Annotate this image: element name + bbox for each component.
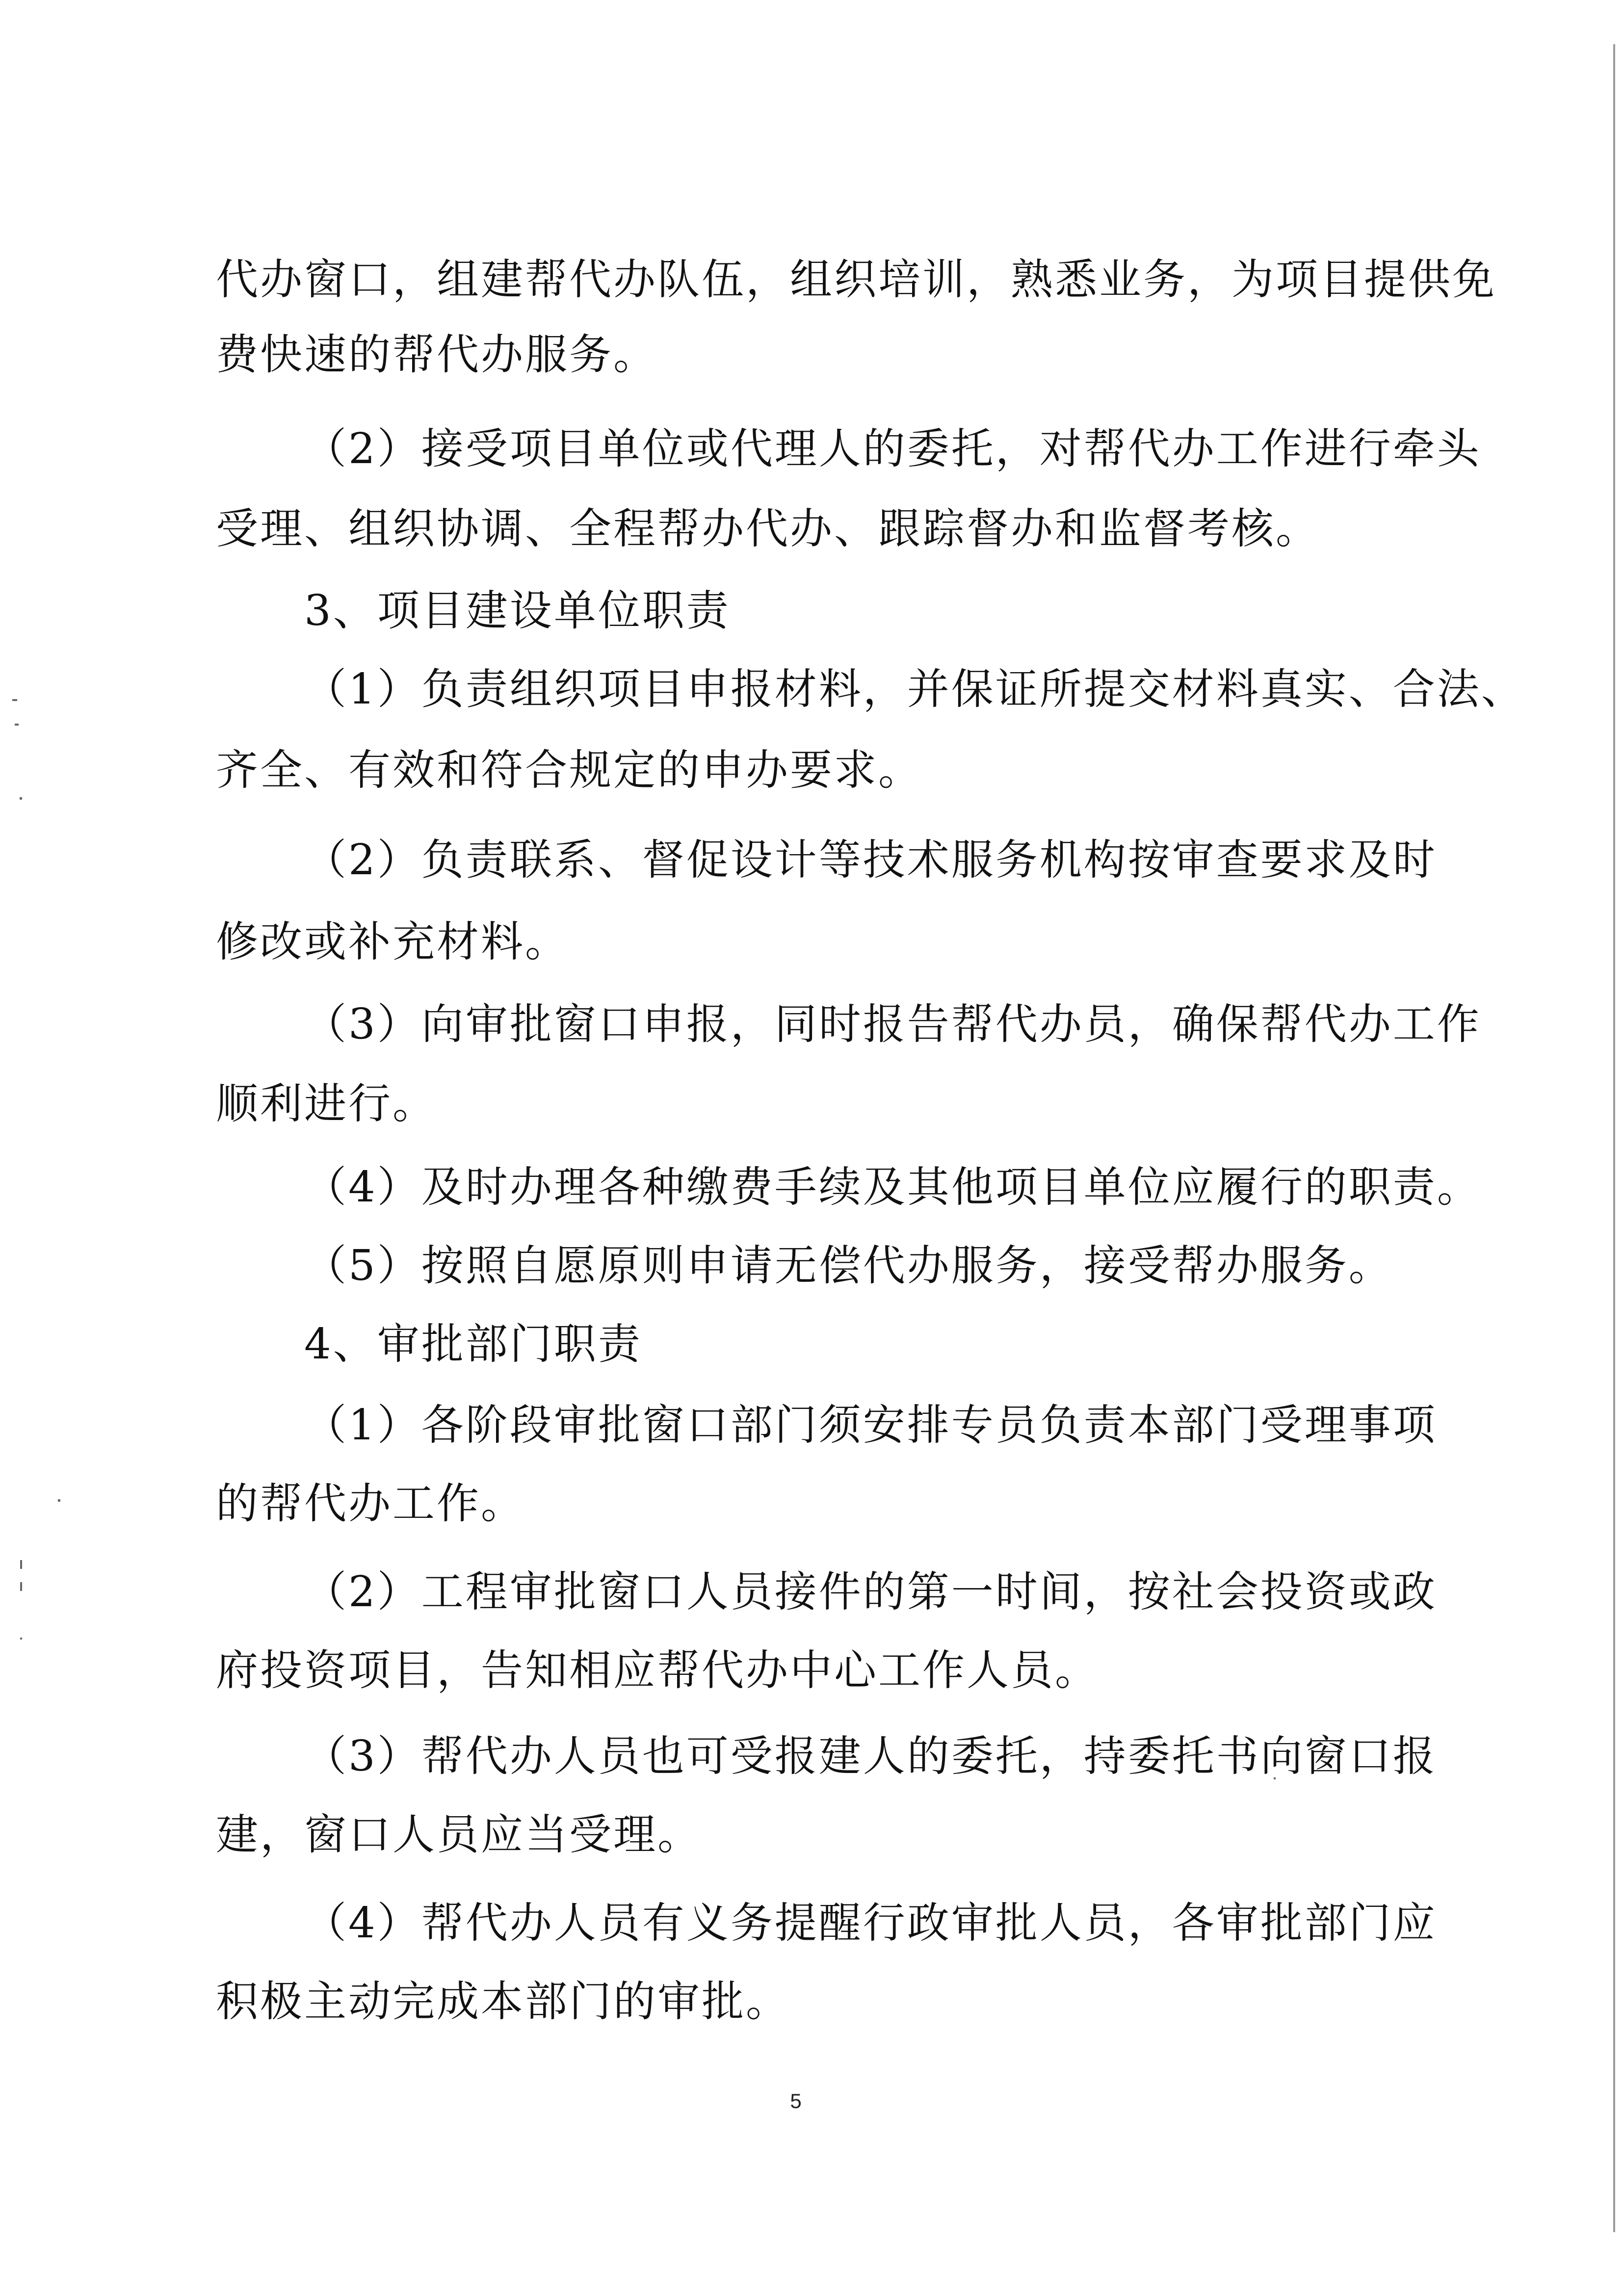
scan-speck	[20, 797, 22, 800]
text-line: （1）各阶段审批窗口部门须安排专员负责本部门受理事项	[304, 1401, 1437, 1450]
scan-speck	[58, 1499, 60, 1502]
text-line: 代办窗口，组建帮代办队伍，组织培训，熟悉业务，为项目提供免	[216, 255, 1496, 304]
text-line: （3）帮代办人员也可受报建人的委托，持委托书向窗口报	[304, 1732, 1437, 1781]
scan-speck	[20, 1582, 22, 1591]
text-line: 积极主动完成本部门的审批。	[216, 1977, 790, 2026]
scan-speck	[15, 724, 19, 726]
scan-speck	[20, 1560, 22, 1569]
text-line: 修改或补充材料。	[216, 917, 569, 966]
text-line: （1）负责组织项目申报材料，并保证所提交材料真实、合法、	[304, 665, 1525, 714]
text-line: 顺利进行。	[216, 1079, 437, 1128]
text-line: 的帮代办工作。	[216, 1479, 525, 1528]
text-line: 府投资项目，告知相应帮代办中心工作人员。	[216, 1646, 1099, 1695]
section-heading: 4、审批部门职责	[304, 1320, 642, 1369]
text-line: 齐全、有效和符合规定的申办要求。	[216, 746, 922, 795]
page-number: 5	[790, 2089, 802, 2112]
scan-edge-line	[1613, 44, 1615, 2232]
section-heading: 3、项目建设单位职责	[304, 586, 731, 635]
text-line: （4）及时办理各种缴费手续及其他项目单位应履行的职责。	[304, 1163, 1481, 1212]
text-line: 受理、组织协调、全程帮办代办、跟踪督办和监督考核。	[216, 504, 1320, 553]
text-line: （3）向审批窗口申报，同时报告帮代办员，确保帮代办工作	[304, 1000, 1481, 1049]
scan-speck	[12, 699, 17, 701]
text-line: （4）帮代办人员有义务提醒行政审批人员，各审批部门应	[304, 1899, 1437, 1948]
scan-speck	[20, 1638, 22, 1640]
text-line: 费快速的帮代办服务。	[216, 330, 657, 379]
text-line: 建，窗口人员应当受理。	[216, 1810, 702, 1859]
text-line: （5）按照自愿原则申请无偿代办服务，接受帮办服务。	[304, 1241, 1393, 1290]
text-line: （2）负责联系、督促设计等技术服务机构按审查要求及时	[304, 835, 1437, 885]
text-line: （2）工程审批窗口人员接件的第一时间，按社会投资或政	[304, 1567, 1437, 1616]
text-line: （2）接受项目单位或代理人的委托，对帮代办工作进行牵头	[304, 424, 1481, 473]
